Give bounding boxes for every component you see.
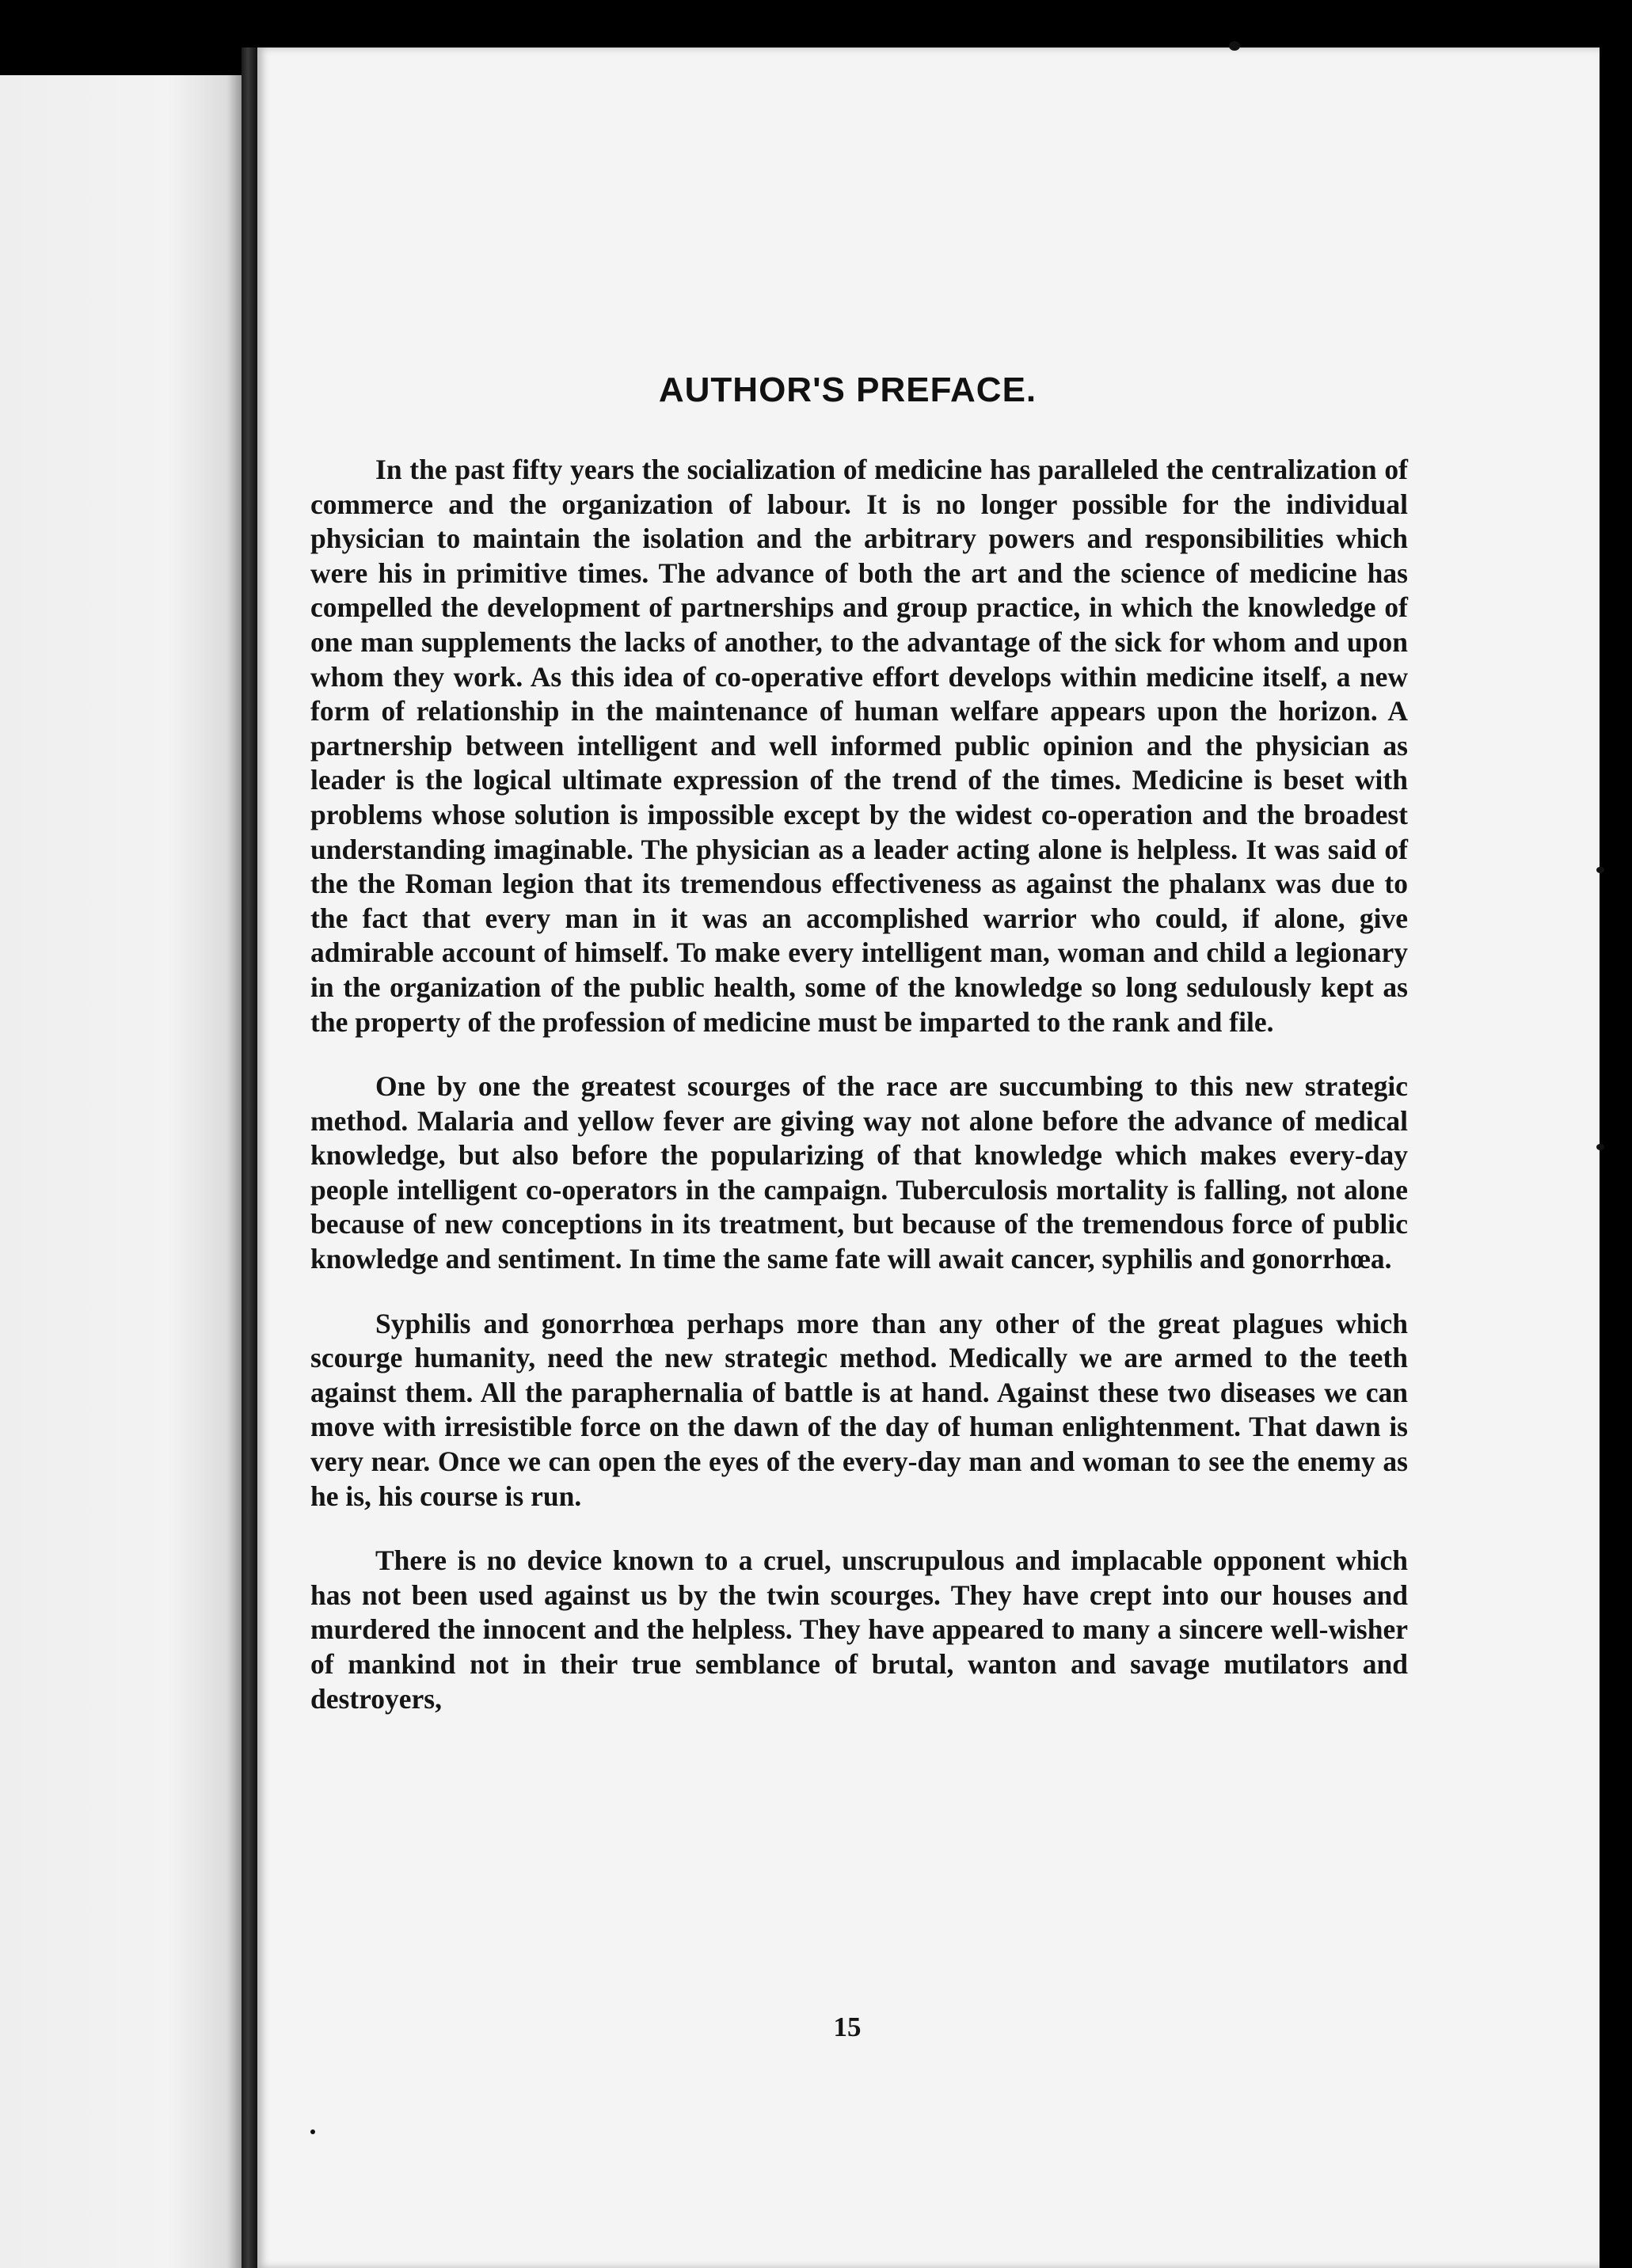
scan-speck (310, 2129, 315, 2134)
page-title: AUTHOR'S PREFACE. (658, 370, 1037, 409)
scan-speck (1229, 41, 1240, 51)
scan-speck (1596, 1144, 1604, 1150)
paragraph: Syphilis and gonorrhœa perhaps more than any other of the great plagues which scourge humanity, need the new strategic method. Medically we are armed to the teeth against them. All the paraphernalia of battle is at hand. Against these two diseases we can move with irresistible force on the dawn of the day of human enlightenment. That dawn is very near. Once we can open the eyes of the every-day man and woman to see the enemy as he is, his course is run. (310, 1307, 1408, 1512)
paragraph: One by one the greatest scourges of the race are succumbing to this new strategic method. Malaria and yellow fever are giving way not alone before the advance of medical knowledge, but also before the popularizing of that knowledge which makes every-day people intelligent co-operators in the campaign. Tuberculosis mortality is falling, not alone because of new conceptions in its treatment, but because of the tremendous force of public knowledge and sentiment. In time the same fate will await cancer, syphilis and gonorrhœa. (310, 1070, 1408, 1275)
paragraph: In the past fifty years the socialization of medicine has paralleled the centralization of commerce and the organization of labour. It is no longer possible for the individual physician to maintain the isolation and the arbitrary powers and responsibilities which were his in primitive times. The advance of both the art and the science of medicine has compelled the development of partnerships and group practice, in which the knowledge of one man supplements the lacks of another, to the advantage of the sick for whom and upon whom they work. As this idea of co-operative effort develops within medicine itself, a new form of relationship in the maintenance of human welfare appears upon the horizon. A partnership between intelligent and well informed public opinion and the physician as leader is the logical ultimate expression of the trend of the times. Medicine is beset with problems whose solution is impossible except by the widest co-operation and the broadest understanding imaginable. The physician as a leader acting alone is helpless. It was said of the the Roman legion that its tremendous effectiveness as against the phalanx was due to the fact that every man in it was an accomplished warrior who could, if alone, give admirable account of himself. To make every intelligent man, woman and child a legionary in the organization of the public health, some of the knowledge so long sedulously kept as the property of the profession of medicine must be imparted to the rank and file. (310, 454, 1408, 1038)
preface-body (310, 453, 1408, 1746)
scan-speck (1596, 867, 1604, 873)
page-number: 15 (833, 2012, 862, 2042)
paragraph: There is no device known to a cruel, unscrupulous and implacable opponent which has not been used against us by the twin scourges. They have crept into our houses and murdered the innocent and the helpless. They have appeared to many a sincere well-wisher of mankind not in their true semblance of brutal, wanton and savage mutilators and destroyers, (310, 1544, 1408, 1715)
